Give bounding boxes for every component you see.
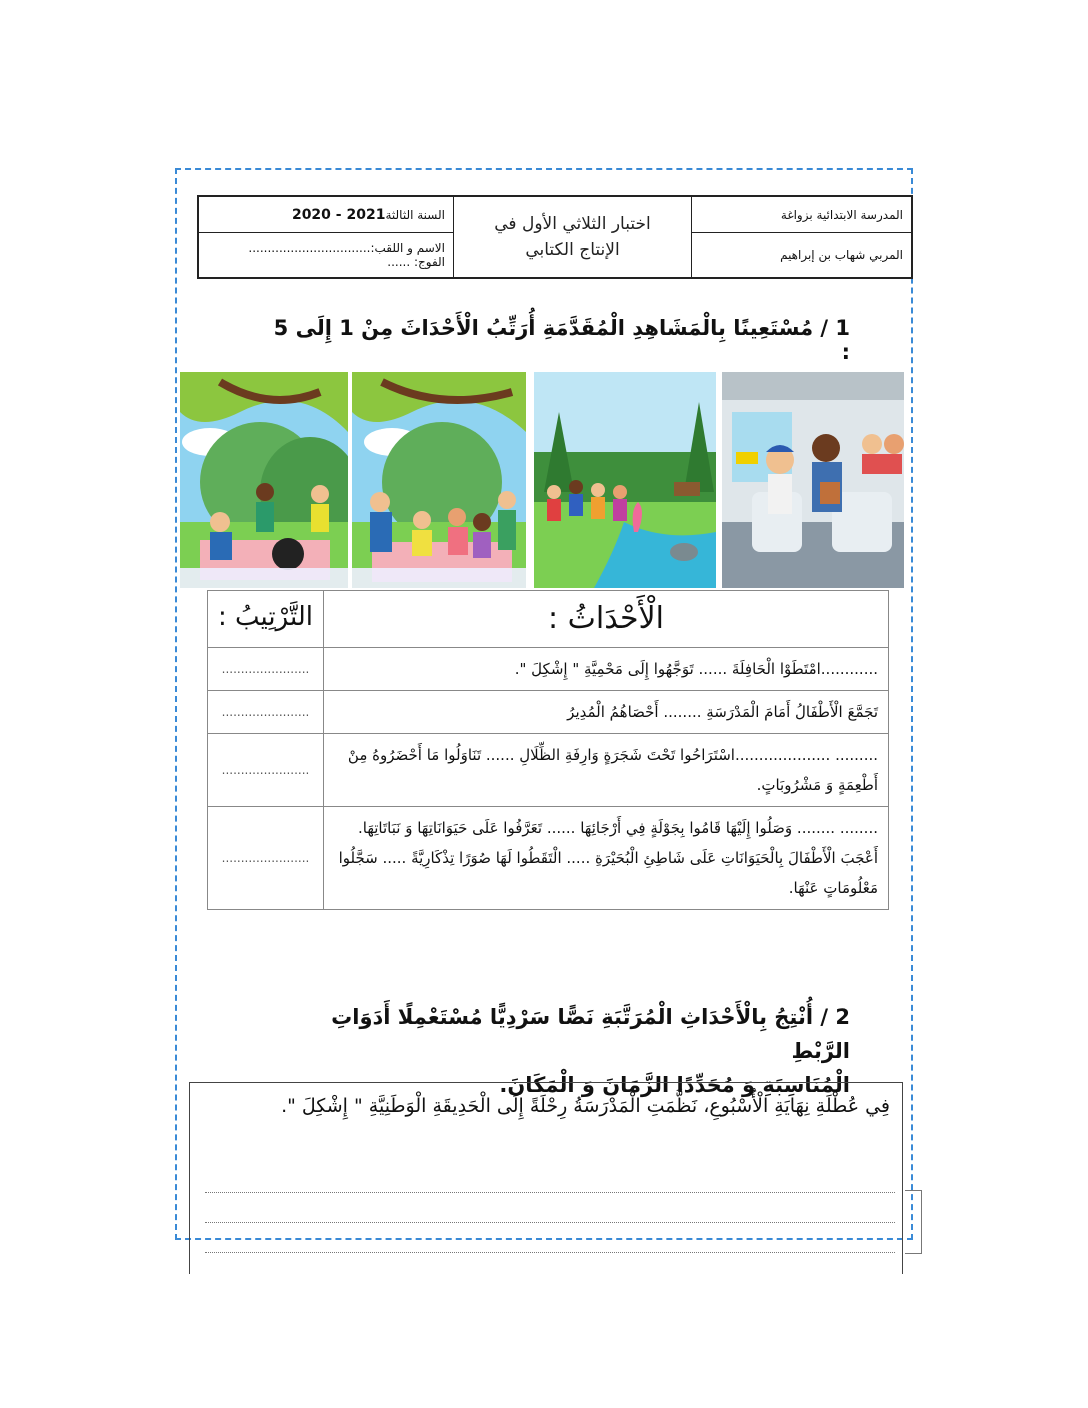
class-field-label: الفوج: ...... [387,255,445,269]
school-info-column [691,197,911,277]
question1-prompt: 1 / مُسْتَعِينًا بِالْمَشَاهِدِ الْمُقَدَّمَةِ أُرَتِّبُ الْأَحْدَاثَ مِنْ 1 إِلَى 5 : [273,316,850,364]
writing-line[interactable] [205,1192,895,1193]
school-name: المدرسة الابتدائية بزواغة [692,197,911,233]
order-column-header: التَّرْتِيبُ : [208,591,324,648]
picnic-icon [352,372,526,588]
bus-icon [722,372,904,588]
events-table [207,590,889,910]
scene-pictures [180,372,904,588]
school-year: 2021 - 2020 [291,206,386,223]
picture-bus-scene [722,372,904,588]
event-text: ........ ........ وَصَلُوا إِلَيْهَا قَامُوا بِجَوْلَةٍ فِي أَرْجَائِهَا ...... تَعَرَّفُوا عَلَى حَيَوَانَاتِهَا وَ نَبَاتَاتِهَا. أَعْجَبَ الْأَطْفَالَ بِالْحَيَوَانَاتِ عَلَى شَاطِئِ الْبُحَيْرَةِ ..... الْتَقَطُوا لَهَا صُوَرًا تِذْكَارِيَّةً ..... سَجَّلُوا مَعْلُومَاتٍ عَنْهَا. [324,807,889,910]
table-row [208,648,889,691]
picture-forest-river-scene [534,372,716,588]
question2-line2: الْمُنَاسِبَةِ وَ مُحَدِّدًا الزَّمَانَ وَ الْمَكَانَ. [499,1073,850,1097]
events-table-header [208,591,889,648]
order-blank[interactable]: ....................... [208,691,324,734]
tree-icon [534,372,716,588]
events-column-header: الْأَحْدَاثُ : [324,591,889,648]
picture-cleanup-scene [180,372,348,588]
event-text: ............امْتَطَوْا الْحَافِلَةَ ...... تَوَجَّهُوا إِلَى مَحْمِيَّةِ " إِشْكِلَ ". [324,648,889,691]
trash-bag-icon [180,372,348,588]
teacher-name: المربي شهاب بن إبراهيم [780,248,903,262]
order-blank[interactable]: ....................... [208,648,324,691]
exam-title-line2: الإنتاج الكتابي [525,240,620,260]
margin-bracket [905,1190,922,1254]
writing-intro: فِي عُطْلَةِ نِهَايَةِ الْأُسْبُوعِ، نَظَّمَتِ الْمَدْرَسَةُ رِحْلَةً إِلَى الْحَدِيقَةِ الْوَطَنِيَّةِ " إِشْكِلَ ". [281,1095,890,1117]
writing-line[interactable] [205,1252,895,1253]
picture-picnic-eating-scene [352,372,526,588]
question2-line1: 2 / أُنْتِجُ بِالْأَحْدَاثِ الْمُرَتَّبَةِ نَصًّا سَرْدِيًّا مُسْتَعْمِلًا أَدَوَاتِ الرَّبْطِ [331,1005,850,1063]
table-row [208,807,889,910]
exam-title-column [453,197,691,277]
order-blank[interactable]: ....................... [208,807,324,910]
table-row [208,691,889,734]
name-field-label: الاسم و اللقب:................................ [248,241,445,255]
order-blank[interactable]: ....................... [208,734,324,807]
student-info-column [199,197,453,277]
grade-year-cell [199,197,453,233]
exam-title-line1: اختبار الثلاثي الأول في [494,214,651,234]
writing-line[interactable] [205,1222,895,1223]
event-text: ......... ....................اسْتَرَاحُوا تَحْتَ شَجَرَةٍ وَارِفَةِ الظِّلَالِ ...... تَنَاوَلُوا مَا أَحْضَرُوهُ مِنْ أَطْعِمَةٍ وَ مَشْرُوبَاتٍ. [324,734,889,807]
grade: السنة الثالثة [385,207,445,222]
name-class-cell [199,233,453,277]
table-row [208,734,889,807]
header-table [197,195,913,279]
event-text: تَجَمَّعَ الْأَطْفَالُ أَمَامَ الْمَدْرَسَةِ ........ أَحْصَاهُمُ الْمُدِيرُ [324,691,889,734]
table-cutoff [205,950,891,964]
